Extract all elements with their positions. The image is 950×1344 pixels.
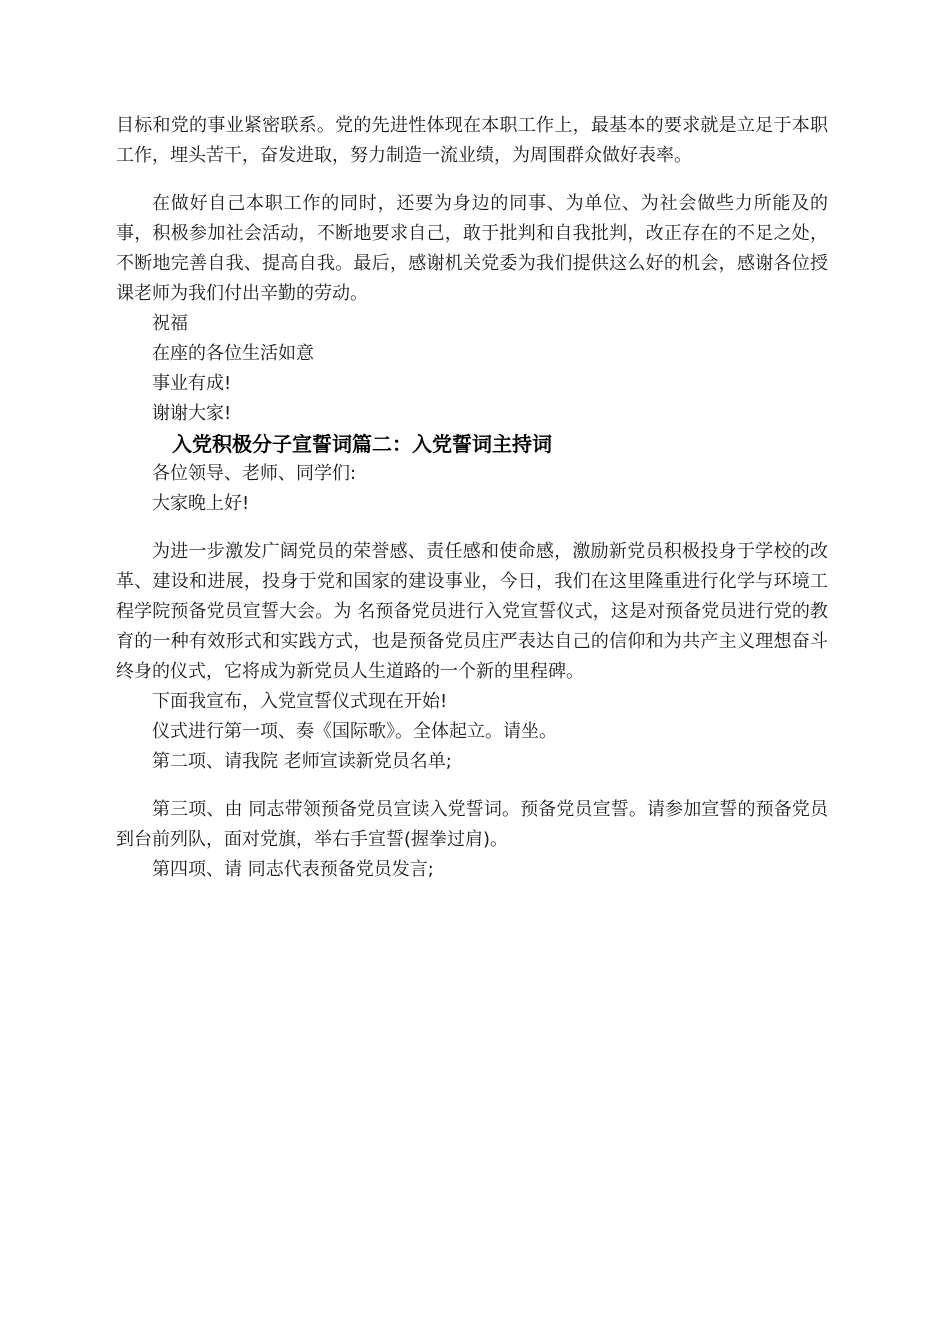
- greeting-line: 各位领导、老师、同学们:: [152, 463, 357, 484]
- agenda-item-start: 下面我宣布，入党宣誓仪式现在开始!: [152, 691, 448, 712]
- document-body: [116, 111, 828, 885]
- closing-line-success: 事业有成!: [152, 373, 232, 394]
- agenda-item-1: 仪式进行第一项、奏《国际歌》。全体起立。请坐。: [152, 721, 557, 742]
- closing-line-thanks: 谢谢大家!: [152, 403, 232, 424]
- closing-line-wish: 在座的各位生活如意: [152, 343, 314, 364]
- closing-line-blessing: 祝福: [152, 313, 188, 334]
- paragraph-ceremony-intro: 为进一步激发广阔党员的荣誉感、责任感和使命感，激励新党员积极投身于学校的改革、建设和进展，投身于党和国家的建设事业，今日，我们在这里隆重进行化学与环境工程学院预备党员宣誓大会。为 名预备党员进行入党宣誓仪式，这是对预备党员进行党的教育的一种有效形式和实践方式，也是预备党员庄严表达自己的信仰和为共产主义理想奋斗终身的仪式，它将成为新党员人生道路的一个新的里程碑。: [116, 541, 828, 682]
- agenda-item-3: 第三项、由 同志带领预备党员宣读入党誓词。预备党员宣誓。请参加宣誓的预备党员到台前列队，面对党旗，举右手宣誓(握拳过肩)。: [116, 799, 828, 850]
- paragraph-duty: 在做好自己本职工作的同时，还要为身边的同事、为单位、为社会做些力所能及的事，积极参加社会活动，不断地要求自己，敢于批判和自我批判，改正存在的不足之处，不断地完善自我、提高自我。最后，感谢机关党委为我们提供这么好的机会，感谢各位授课老师为我们付出辛勤的劳动。: [116, 193, 828, 304]
- paragraph-continuation: 目标和党的事业紧密联系。党的先进性体现在本职工作上，最基本的要求就是立足于本职工作，埋头苦干，奋发进取，努力制造一流业绩，为周围群众做好表率。: [116, 115, 828, 166]
- section-heading: 入党积极分子宣誓词篇二：入党誓词主持词: [172, 432, 552, 456]
- agenda-item-2: 第二项、请我院 老师宣读新党员名单;: [152, 751, 452, 772]
- agenda-item-4: 第四项、请 同志代表预备党员发言;: [152, 859, 434, 880]
- greeting-evening: 大家晚上好!: [152, 493, 250, 514]
